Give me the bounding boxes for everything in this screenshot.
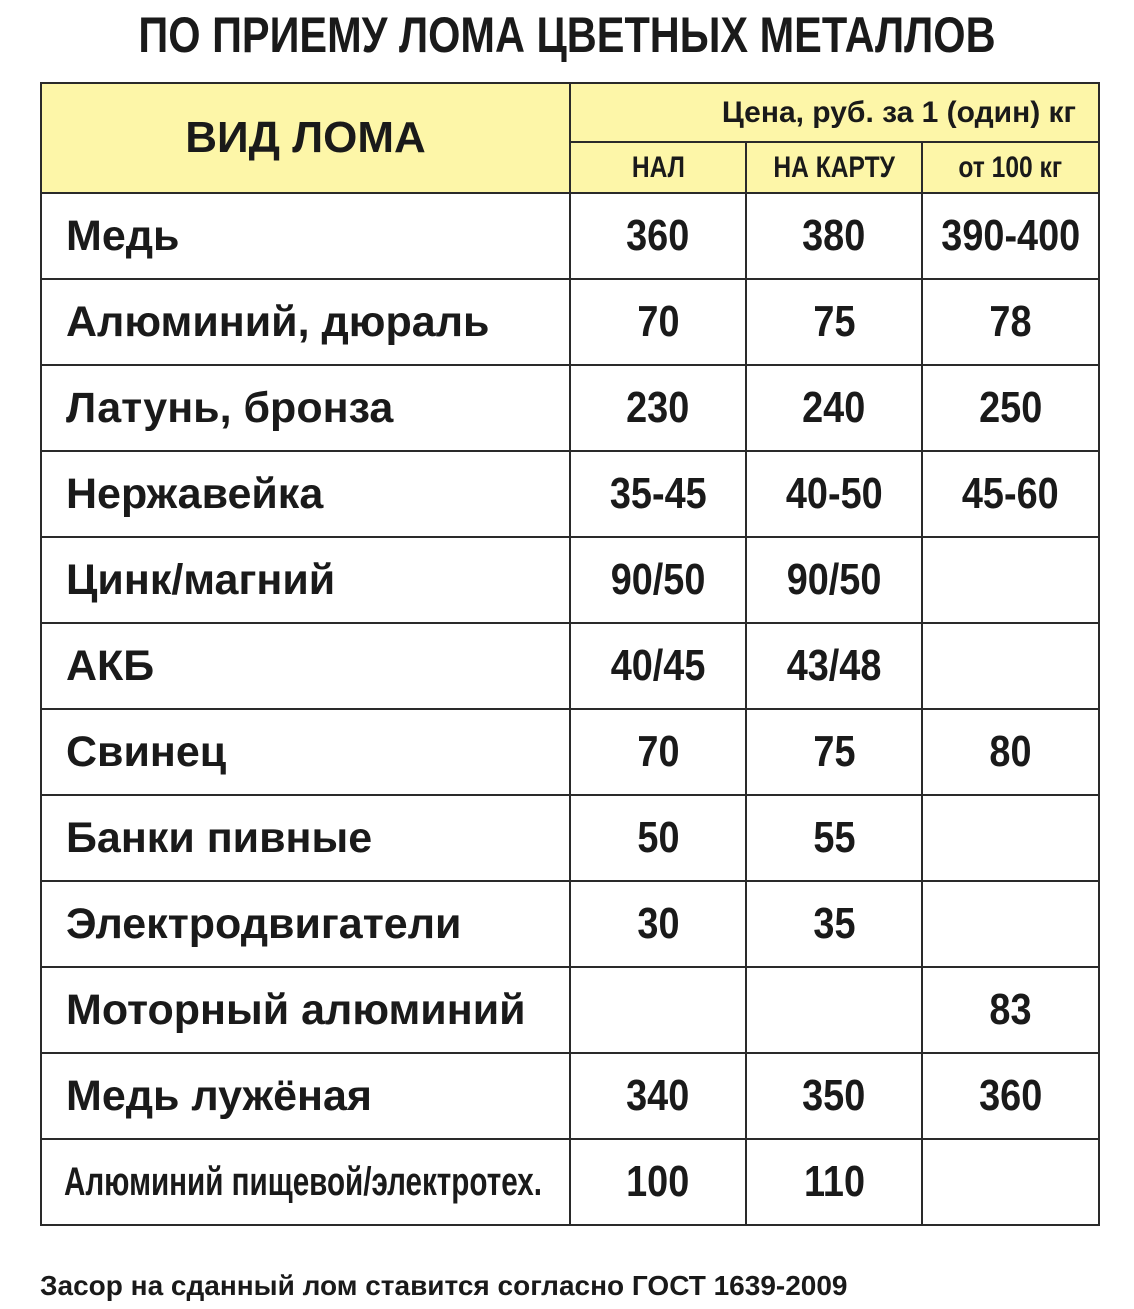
price-value-card: 75 [812, 297, 856, 346]
table-row [41, 365, 1099, 451]
price-cell-card [746, 537, 922, 623]
price-value-card: 90/50 [786, 555, 882, 604]
price-value-card: 75 [812, 727, 856, 776]
table-row [41, 623, 1099, 709]
price-cell-cash [570, 537, 746, 623]
price-cell-bulk [922, 881, 1099, 967]
header-kind-label: ВИД ЛОМА [185, 113, 426, 162]
header-col-bulk [922, 142, 1099, 193]
scrap-type-cell [41, 193, 570, 279]
table-row [41, 193, 1099, 279]
scrap-type-cell [41, 1053, 570, 1139]
table-row [41, 451, 1099, 537]
price-value-card: 350 [802, 1071, 866, 1120]
price-cell-cash [570, 365, 746, 451]
scrap-type-name: АКБ [66, 641, 155, 690]
price-value-cash: 340 [626, 1071, 690, 1120]
price-value-bulk: 250 [978, 383, 1043, 432]
scrap-type-cell [41, 623, 570, 709]
scrap-type-name: Алюминий пищевой/электротех. [64, 1159, 542, 1204]
price-value-cash: 50 [636, 813, 680, 862]
table-row [41, 795, 1099, 881]
scrap-type-name: Медь [66, 211, 180, 260]
price-value-card: 43/48 [786, 641, 882, 690]
price-cell-cash [570, 451, 746, 537]
price-value-card: 110 [803, 1157, 865, 1206]
price-value-cash: 230 [626, 383, 690, 432]
price-cell-bulk [922, 1053, 1099, 1139]
price-cell-card [746, 623, 922, 709]
header-col-bulk-label: от 100 кг [958, 150, 1063, 184]
header-kind-cell [41, 83, 570, 193]
header-price-label: Цена, руб. за 1 (один) кг [721, 95, 1077, 129]
header-col-cash-label: НАЛ [631, 150, 685, 184]
price-value-cash: 40/45 [610, 641, 706, 690]
price-cell-bulk [922, 795, 1099, 881]
price-value-cash: 90/50 [610, 555, 706, 604]
price-value-bulk: 80 [989, 727, 1032, 776]
table-row [41, 279, 1099, 365]
price-cell-cash [570, 881, 746, 967]
scrap-type-cell [41, 967, 570, 1053]
footnote: Засор на сданный лом ставится согласно ГОСТ 1639-2009 [40, 1270, 848, 1301]
price-cell-card [746, 365, 922, 451]
page-title: ПО ПРИЕМУ ЛОМА ЦВЕТНЫХ МЕТАЛЛОВ [138, 7, 996, 63]
price-cell-bulk [922, 709, 1099, 795]
scrap-type-name: Электродвигатели [66, 899, 462, 948]
price-value-bulk: 78 [989, 297, 1032, 346]
table-row [41, 709, 1099, 795]
price-cell-card [746, 1053, 922, 1139]
price-cell-cash [570, 623, 746, 709]
price-cell-card [746, 967, 922, 1053]
price-cell-bulk [922, 365, 1099, 451]
price-cell-bulk [922, 623, 1099, 709]
price-table [40, 82, 1100, 1226]
scrap-type-cell [41, 709, 570, 795]
table-row [41, 1139, 1099, 1225]
header-col-card [746, 142, 922, 193]
price-value-cash: 70 [636, 297, 680, 346]
price-value-card: 380 [802, 211, 866, 260]
scrap-type-cell [41, 795, 570, 881]
price-cell-card [746, 881, 922, 967]
scrap-type-name: Нержавейка [66, 469, 324, 518]
price-cell-bulk [922, 1139, 1099, 1225]
header-col-cash [570, 142, 746, 193]
price-cell-bulk [922, 279, 1099, 365]
header-row-top [41, 83, 1099, 142]
price-cell-cash [570, 795, 746, 881]
scrap-type-cell [41, 451, 570, 537]
price-value-bulk: 390-400 [941, 211, 1080, 260]
table-row [41, 967, 1099, 1053]
price-cell-cash [570, 967, 746, 1053]
scrap-type-cell [41, 365, 570, 451]
price-cell-bulk [922, 193, 1099, 279]
scrap-type-cell [41, 537, 570, 623]
table-row [41, 881, 1099, 967]
price-cell-card [746, 193, 922, 279]
header-price-cell [570, 83, 1099, 142]
scrap-type-name: Медь лужёная [66, 1071, 372, 1120]
price-value-card: 40-50 [785, 469, 883, 518]
scrap-type-name: Свинец [66, 727, 227, 776]
price-value-card: 35 [812, 899, 856, 948]
scrap-type-name: Цинк/магний [66, 555, 336, 604]
price-value-cash: 70 [636, 727, 680, 776]
price-value-cash: 360 [626, 211, 690, 260]
price-cell-bulk [922, 967, 1099, 1053]
price-value-card: 55 [812, 813, 856, 862]
price-cell-card [746, 451, 922, 537]
price-cell-card [746, 279, 922, 365]
price-value-bulk: 360 [978, 1071, 1043, 1120]
table-row [41, 537, 1099, 623]
price-value-cash: 35-45 [609, 469, 707, 518]
price-cell-cash [570, 1053, 746, 1139]
price-cell-card [746, 795, 922, 881]
price-cell-bulk [922, 451, 1099, 537]
price-cell-card [746, 709, 922, 795]
price-cell-cash [570, 1139, 746, 1225]
scrap-type-cell [41, 881, 570, 967]
table-row [41, 1053, 1099, 1139]
scrap-type-name: Алюминий, дюраль [66, 297, 490, 346]
price-value-cash: 100 [626, 1157, 690, 1206]
price-cell-cash [570, 279, 746, 365]
scrap-type-name: Банки пивные [66, 813, 373, 862]
price-value-cash: 30 [636, 899, 680, 948]
scrap-type-name: Латунь, бронза [66, 383, 394, 432]
header-col-card-label: НА КАРТУ [773, 150, 895, 184]
scrap-type-name: Моторный алюминий [66, 985, 526, 1034]
scrap-type-cell [41, 279, 570, 365]
price-cell-cash [570, 193, 746, 279]
price-cell-cash [570, 709, 746, 795]
price-value-bulk: 45-60 [962, 469, 1059, 518]
price-cell-bulk [922, 537, 1099, 623]
scrap-type-cell [41, 1139, 570, 1225]
price-cell-card [746, 1139, 922, 1225]
price-value-card: 240 [802, 383, 866, 432]
price-value-bulk: 83 [989, 985, 1032, 1034]
